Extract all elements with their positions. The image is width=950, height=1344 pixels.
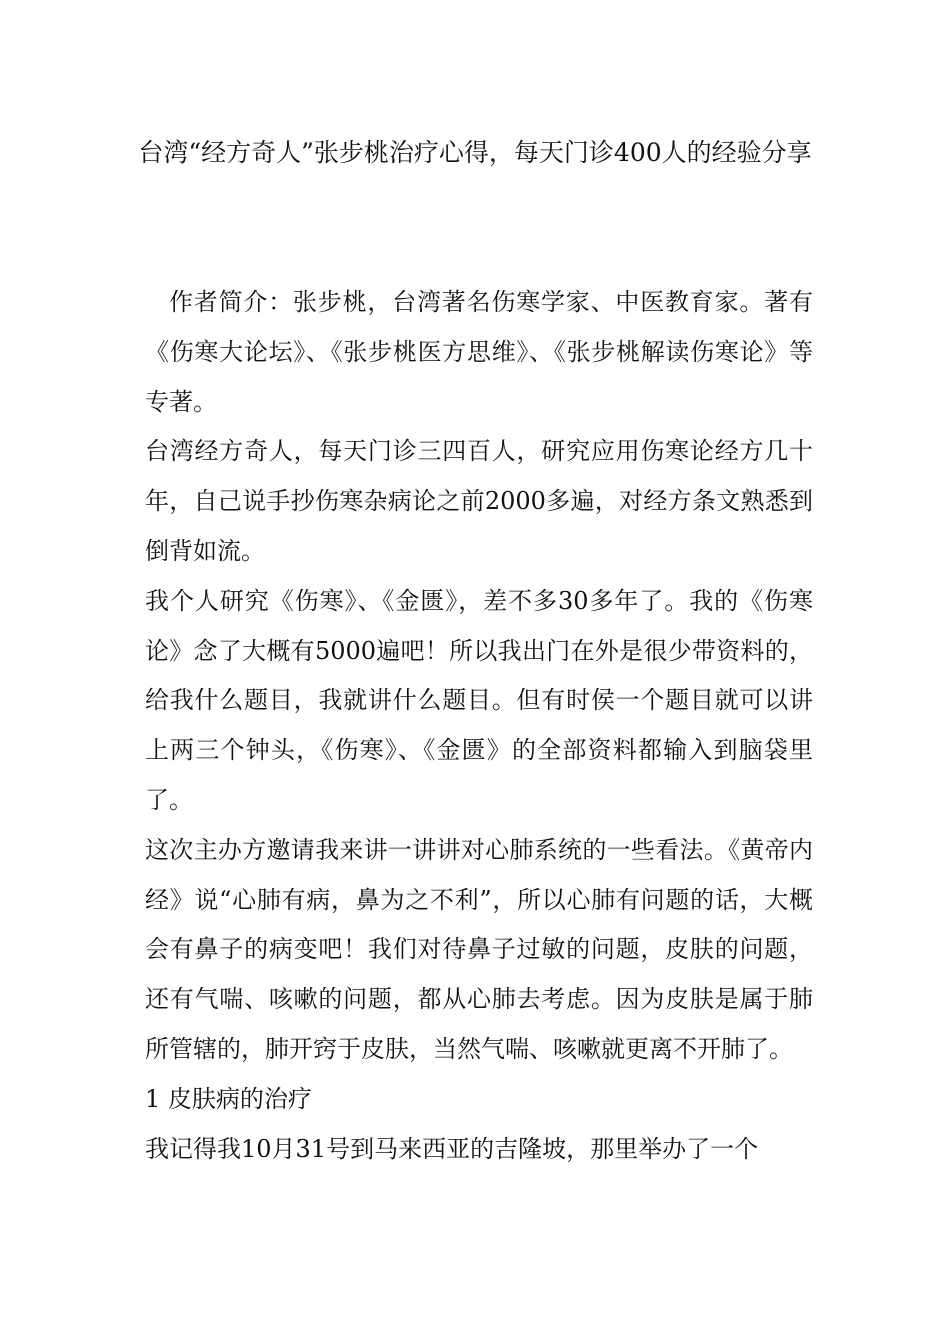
document-body [145,278,813,1174]
body-paragraph: 我记得我10月31号到马来西亚的吉隆坡，那里举办了一个 [145,1134,759,1163]
page-title: 台湾“经方奇人”张步桃治疗心得，每天门诊400人的经验分享 [138,138,812,167]
body-paragraph: 台湾经方奇人，每天门诊三四百人，研究应用伤寒论经方几十年，自己说手抄伤寒杂病论之前2000多遍，对经方条文熟悉到倒背如流。 [145,437,813,565]
body-paragraph: 我个人研究《伤寒》、《金匮》，差不多30多年了。我的《伤寒论》念了大概有5000遍吧！所以我出门在外是很少带资料的，给我什么题目，我就讲什么题目。但有时侯一个题目就可以讲上两三个钟头，《伤寒》、《金匮》的全部资料都输入到脑袋里了。 [145,586,813,814]
author-intro-paragraph: 作者简介：张步桃，台湾著名伤寒学家、中医教育家。著有《伤寒大论坛》、《张步桃医方思维》、《张步桃解读伤寒论》等专著。 [145,288,813,416]
section-heading: 1 皮肤病的治疗 [145,1084,312,1113]
body-paragraph: 这次主办方邀请我来讲一讲讲对心肺系统的一些看法。《黄帝内经》说“心肺有病，鼻为之不利”，所以心肺有问题的话，大概会有鼻子的病变吧！我们对待鼻子过敏的问题，皮肤的问题，还有气喘、咳嗽的问题，都从心肺去考虑。因为皮肤是属于肺所管辖的，肺开窍于皮肤，当然气喘、咳嗽就更离不开肺了。 [145,835,813,1063]
